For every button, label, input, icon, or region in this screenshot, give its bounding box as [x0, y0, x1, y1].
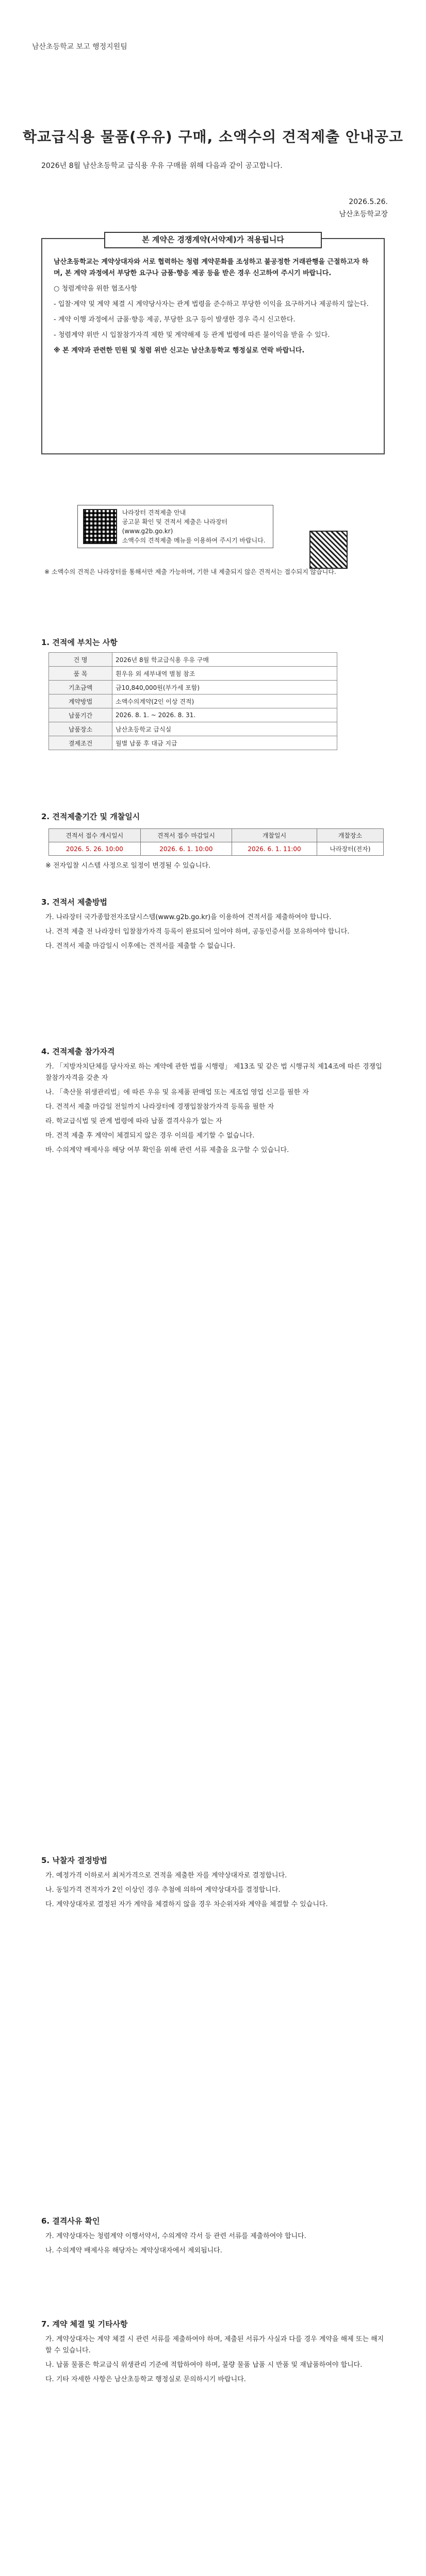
- schedule-header-cell: 견적서 접수 개시일시: [49, 829, 141, 842]
- dateline-issuer: 남산초등학교장: [339, 210, 388, 218]
- intro-text: 2026년 8월 남산초등학교 급식용 우유 구매를 위해 다음과 같이 공고합니다.: [41, 162, 283, 170]
- dateline-date: 2026.5.26.: [349, 198, 388, 206]
- schedule-header-cell: 개찰일시: [232, 829, 317, 842]
- bid-info-row: [49, 667, 337, 681]
- schedule-header-cell: 견적서 접수 마감일시: [140, 829, 232, 842]
- schedule-header-row: [49, 829, 384, 842]
- section-5-body: [45, 1870, 387, 1913]
- schedule-cell: 2026. 6. 1. 11:00: [232, 842, 317, 856]
- section-3-item: 다. 견적서 제출 마감일시 이후에는 견적서를 제출할 수 없습니다.: [45, 942, 235, 950]
- section-4-body: [45, 1061, 387, 1159]
- section-4-item: 라. 학교급식법 및 관계 법령에 따라 납품 결격사유가 없는 자: [45, 1117, 222, 1125]
- section-4-item: 바. 수의계약 배제사유 해당 여부 확인을 위해 관련 서류 제출을 요구할 수 있습니다.: [45, 1146, 289, 1154]
- section-3-item: 나. 견적 제출 전 나라장터 입찰참가자격 등록이 완료되어 있어야 하며, 공동인증서를 보유하여야 합니다.: [45, 928, 350, 936]
- submission-note: ※ 소액수의 견적은 나라장터를 통해서만 제출 가능하며, 기한 내 제출되지 않은 견적서는 접수되지 않습니다.: [44, 568, 336, 575]
- bid-info-label: 기초금액: [49, 681, 112, 694]
- section-5-item: 다. 계약상대자로 결정된 자가 계약을 체결하지 않을 경우 차순위자와 계약을 체결할 수 있습니다.: [45, 1901, 328, 1908]
- bid-info-table: [48, 652, 337, 750]
- bid-info-row: [49, 653, 337, 667]
- integrity-notice-p2: ○ 청렴계약을 위한 협조사항: [54, 285, 137, 293]
- section-1-title: 1. 견적에 부치는 사항: [41, 638, 118, 647]
- integrity-notice-p1: 남산초등학교는 계약상대자와 서로 협력하는 청렴 계약문화를 조성하고 불공정한 거래관행을 근절하고자 하며, 본 계약 과정에서 부당한 요구나 금품·향응 제공 등을 받은 경우 신고하여 주시기 바랍니다.: [54, 258, 369, 277]
- schedule-table: [48, 828, 384, 856]
- section-5-item: 나. 동일가격 견적자가 2인 이상인 경우 추첨에 의하여 계약상대자를 결정합니다.: [45, 1886, 281, 1894]
- section-6-item: 가. 계약상대자는 청렴계약 이행서약서, 수의계약 각서 등 관련 서류를 제출하여야 합니다.: [45, 2232, 306, 2240]
- integrity-notice-body: [54, 257, 372, 361]
- section-6-body: [45, 2231, 387, 2260]
- integrity-notice-p6: ※ 본 계약과 관련한 민원 및 청렴 위반 신고는 남산초등학교 행정실로 연락 바랍니다.: [54, 347, 305, 354]
- section-2-title: 2. 견적제출기간 및 개찰일시: [41, 812, 140, 821]
- g2b-guide-line2: 공고문 확인 및 견적서 제출은 나라장터(www.g2b.go.kr): [122, 518, 228, 535]
- qr-code-icon: [83, 509, 117, 544]
- g2b-guide-text: [122, 508, 273, 545]
- section-4-item: 마. 견적 제출 후 계약이 체결되지 않은 경우 이의를 제기할 수 없습니다.: [45, 1132, 255, 1140]
- section-7-item: 가. 계약상대자는 계약 체결 시 관련 서류를 제출하여야 하며, 제출된 서류가 사실과 다를 경우 계약을 해제 또는 해지할 수 있습니다.: [45, 2335, 384, 2354]
- bid-info-value: 금10,840,000원(부가세 포함): [112, 681, 337, 694]
- bid-info-row: [49, 694, 337, 708]
- schedule-cell: 2026. 5. 26. 10:00: [49, 842, 141, 856]
- bid-info-row: [49, 708, 337, 722]
- section-7-body: [45, 2334, 387, 2388]
- section-3-title: 3. 견적서 제출방법: [41, 897, 108, 907]
- section-4-title: 4. 견적제출 참가자격: [41, 1047, 115, 1056]
- bid-info-value: 남산초등학교 급식실: [112, 722, 337, 736]
- section-5-item: 가. 예정가격 이하로서 최저가격으로 견적을 제출한 자를 계약상대자로 결정합니다.: [45, 1872, 287, 1879]
- bid-info-value: 흰우유 외 세부내역 별첨 참조: [112, 667, 337, 681]
- section-7-item: 나. 납품 물품은 학교급식 위생관리 기준에 적합하여야 하며, 불량 물품 납품 시 반품 및 재납품하여야 합니다.: [45, 2361, 363, 2369]
- section-7-item: 다. 기타 자세한 사항은 남산초등학교 행정실로 문의하시기 바랍니다.: [45, 2376, 246, 2383]
- section-7-title: 7. 계약 체결 및 기타사항: [41, 2319, 128, 2329]
- g2b-guide-box: [77, 505, 273, 548]
- bid-info-value: 소액수의계약(2인 이상 견적): [112, 694, 337, 708]
- section-4-item: 나. 「축산물 위생관리법」에 따른 우유 및 유제품 판매업 또는 제조업 영업 신고를 필한 자: [45, 1089, 309, 1096]
- g2b-guide-line3: 소액수의 견적제출 메뉴를 이용하여 주시기 바랍니다.: [122, 537, 266, 544]
- integrity-notice-p4: - 계약 이행 과정에서 금품·향응 제공, 부당한 요구 등이 발생한 경우 즉시 신고한다.: [54, 316, 296, 324]
- section-6-title: 6. 결격사유 확인: [41, 2216, 100, 2226]
- schedule-cell: 2026. 6. 1. 10:00: [140, 842, 232, 856]
- integrity-notice-p3: - 입찰·계약 및 계약 체결 시 계약당사자는 관계 법령을 준수하고 부당한 이익을 요구하거나 제공하지 않는다.: [54, 300, 369, 308]
- dateline: [339, 196, 388, 221]
- integrity-notice-box: [41, 235, 385, 454]
- section-3-body: [45, 912, 387, 955]
- schedule-row: [49, 842, 384, 856]
- schedule-header-cell: 개찰장소: [317, 829, 383, 842]
- bid-info-label: 계약방법: [49, 694, 112, 708]
- bid-info-label: 건 명: [49, 653, 112, 667]
- section-4-item: 가. 「지방자치단체를 당사자로 하는 계약에 관한 법률 시행령」 제13조 및 같은 법 시행규칙 제14조에 따른 경쟁입찰참가자격을 갖춘 자: [45, 1063, 382, 1082]
- bid-info-row: [49, 681, 337, 694]
- integrity-notice-p5: - 청렴계약 위반 시 입찰참가자격 제한 및 계약해제 등 관계 법령에 따른 불이익을 받을 수 있다.: [54, 331, 330, 339]
- bid-info-label: 납품기간: [49, 708, 112, 722]
- section-4-item: 다. 견적서 제출 마감일 전일까지 나라장터에 경쟁입찰참가자격 등록을 필한 자: [45, 1103, 274, 1111]
- bid-info-value: 월별 납품 후 대금 지급: [112, 736, 337, 750]
- g2b-guide-line1: 나라장터 견적제출 안내: [122, 509, 186, 516]
- header-note: 남산초등학교 보고 행정지원팀: [32, 43, 127, 51]
- qr-code-icon: [309, 531, 348, 569]
- bid-info-label: 품 목: [49, 667, 112, 681]
- section-6-item: 나. 수의계약 배제사유 해당자는 계약상대자에서 제외됩니다.: [45, 2247, 222, 2255]
- schedule-note: ※ 전자입찰 시스템 사정으로 일정이 변경될 수 있습니다.: [45, 862, 211, 870]
- page-title: 학교급식용 물품(우유) 구매, 소액수의 견적제출 안내공고: [22, 128, 404, 145]
- bid-info-row: [49, 736, 337, 750]
- bid-info-value: 2026. 8. 1. ~ 2026. 8. 31.: [112, 708, 337, 722]
- integrity-notice-heading: 본 계약은 경쟁계약(서약제)가 적용됩니다: [104, 232, 322, 248]
- bid-info-label: 결제조건: [49, 736, 112, 750]
- section-3-item: 가. 나라장터 국가종합전자조달시스템(www.g2b.go.kr)을 이용하여 견적서를 제출하여야 합니다.: [45, 913, 332, 921]
- bid-info-label: 납품장소: [49, 722, 112, 736]
- section-5-title: 5. 낙찰자 결정방법: [41, 1856, 108, 1865]
- bid-info-row: [49, 722, 337, 736]
- bid-info-value: 2026년 8월 학교급식용 우유 구매: [112, 653, 337, 667]
- schedule-cell: 나라장터(전자): [317, 842, 383, 856]
